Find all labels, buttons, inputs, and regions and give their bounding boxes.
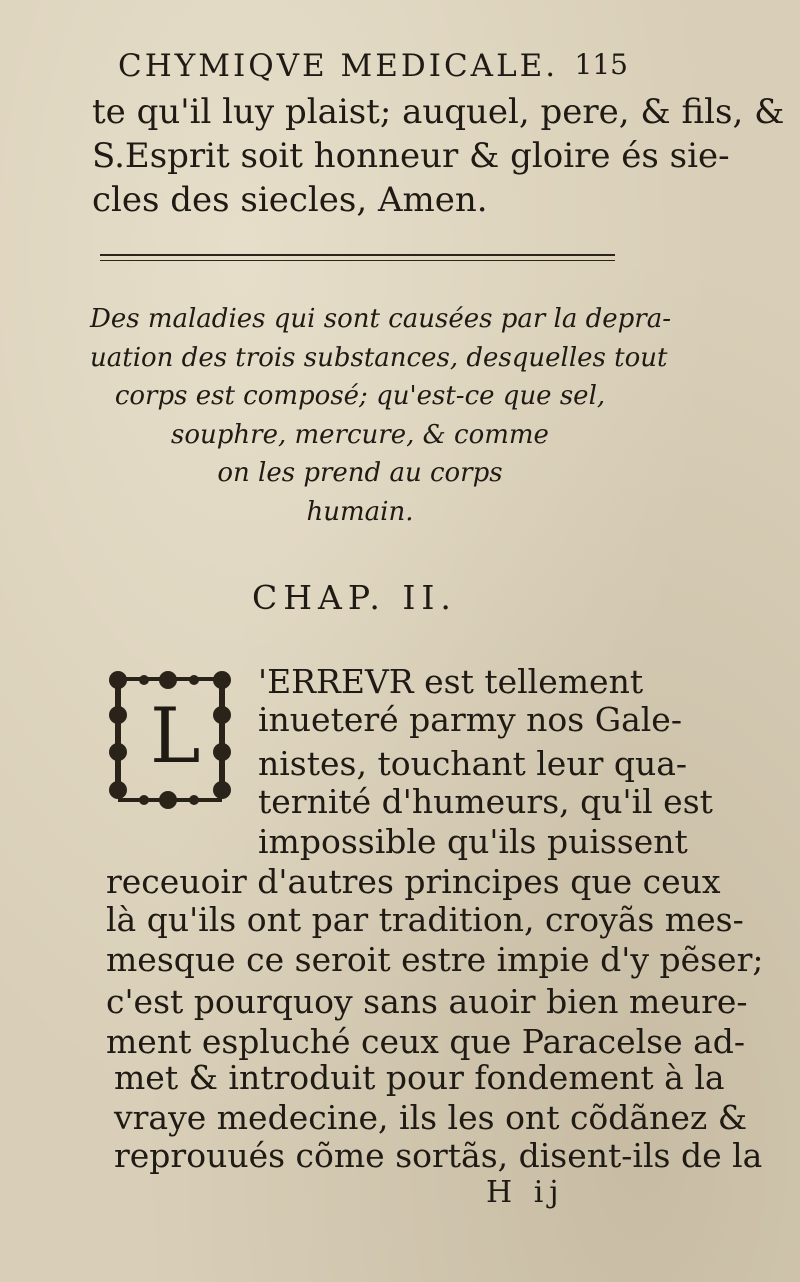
heading-line: on les prend au corps [217, 458, 503, 488]
body-line: reprouués cõme sortãs, disent-ils de la [114, 1136, 763, 1175]
body-line: là qu'ils ont par tradition, croyãs mes- [106, 900, 744, 939]
body-line: nistes, touchant leur qua- [258, 744, 688, 783]
ornamental-initial [104, 660, 249, 820]
text-line: cles des siecles, Amen. [92, 180, 488, 220]
drop-cap-letter: L [150, 691, 201, 780]
body-line: receuoir d'autres principes que ceux [106, 862, 721, 901]
heading-line: corps est composé; qu'est-ce que sel, [114, 381, 606, 411]
body-line: vraye medecine, ils les ont cõdãnez & [114, 1098, 748, 1137]
body-line: impossible qu'ils puissent [258, 822, 688, 861]
signature-mark: H ij [486, 1175, 565, 1210]
section-rule [100, 254, 615, 261]
body-line: met & introduit pour fondement à la [114, 1058, 725, 1097]
heading-line: souphre, mercure, & comme [171, 419, 549, 450]
page-number: 115 [574, 48, 628, 81]
heading-line: Des maladies qui sont causées par la depra- [90, 304, 672, 334]
chapter-number: CHAP. II. [252, 578, 457, 617]
body-line: inueteré parmy nos Gale- [258, 700, 682, 739]
chapter-heading-italic [90, 300, 672, 531]
body-line: mesque ce seroit estre impie d'y pẽser; [106, 940, 764, 979]
body-line: ternité d'humeurs, qu'il est [258, 782, 713, 821]
text-line: te qu'il luy plaist; auquel, pere, & fils, & [92, 92, 785, 132]
running-title: CHYMIQVE MEDICALE. [118, 48, 559, 84]
heading-line: humain. [306, 496, 414, 527]
body-line: c'est pourquoy sans auoir bien meure- [106, 982, 748, 1021]
body-line: ment espluché ceux que Paracelse ad- [106, 1022, 746, 1061]
running-header [118, 48, 628, 94]
body-line: 'ERREVR est tellement [258, 662, 644, 701]
text-line: S.Esprit soit honneur & gloire és sie- [92, 136, 730, 176]
heading-line: uation des trois substances, desquelles tout [90, 342, 668, 373]
